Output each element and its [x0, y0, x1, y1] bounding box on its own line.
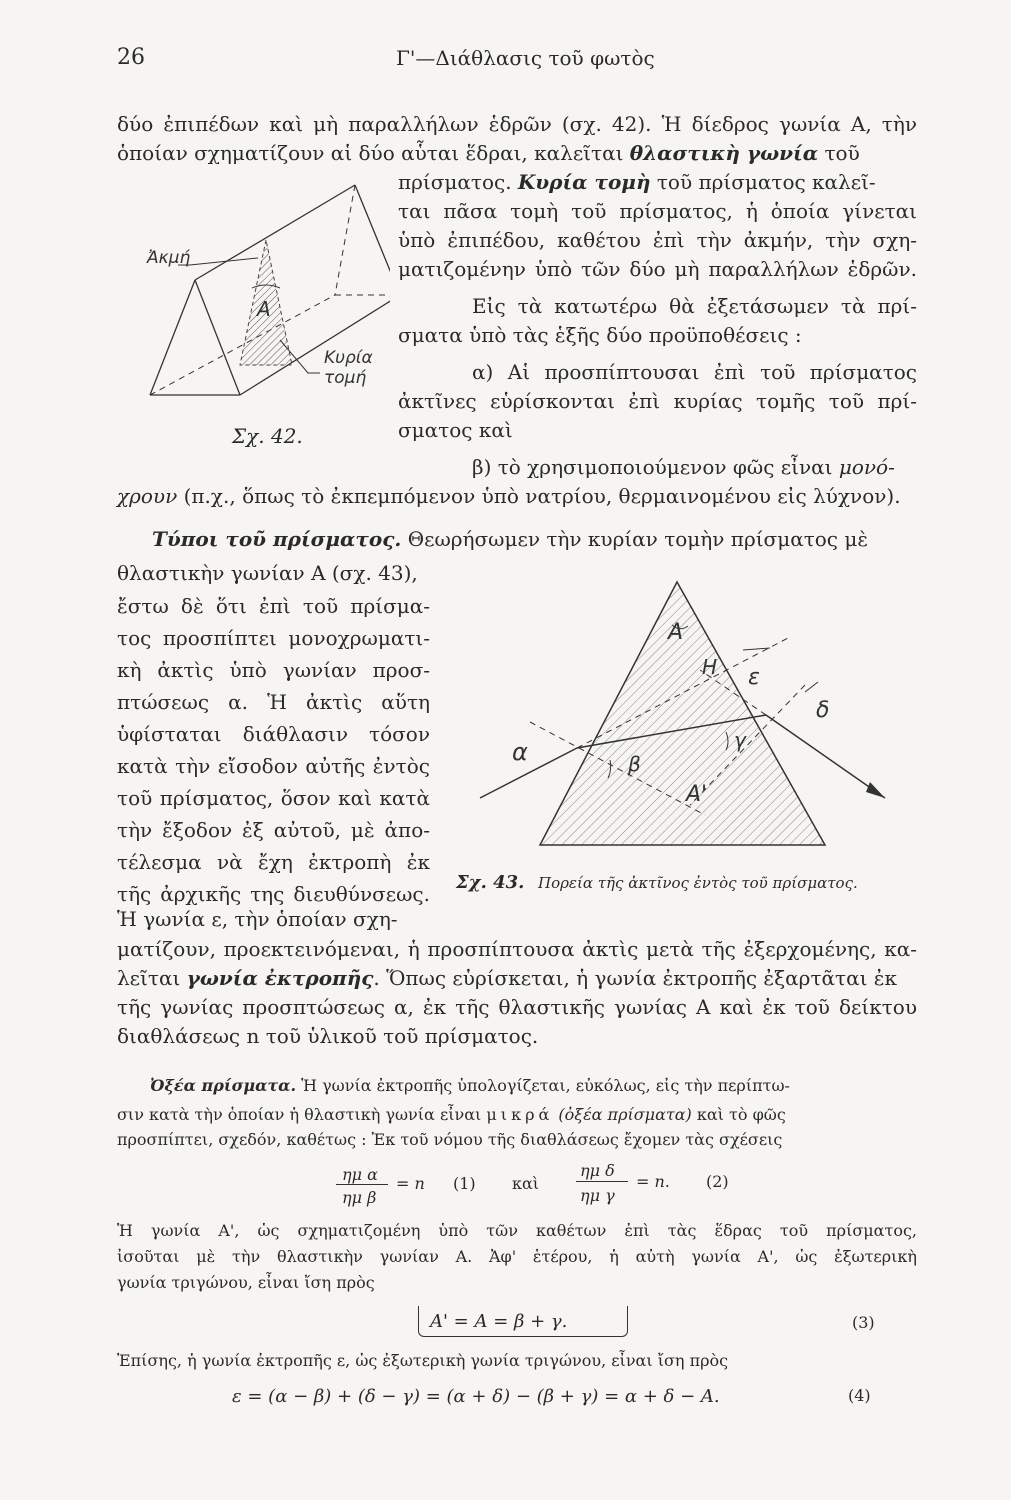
formula-1-denominator: ημ β — [342, 1188, 377, 1207]
text-line: Ἡ γωνία A', ὡς σχηματιζομένη ὑπὸ τῶν καθέτων ἐπὶ τὰς ἕδρας τοῦ πρίσματος, — [117, 1221, 917, 1240]
ray-arrowhead — [866, 782, 885, 798]
label-edge: Ἀκμή — [147, 248, 191, 268]
text-line: σματα ὑπὸ τὰς ἑξῆς δύο προϋποθέσεις : — [398, 323, 802, 347]
text-line: κὴ ἀκτὶς ὑπὸ γωνίαν προσ- — [117, 658, 430, 682]
formula-4-tag: (4) — [848, 1386, 871, 1405]
formula-4: ε = (α − β) + (δ − γ) = (α + δ) − (β + γ) = α + δ − A. — [232, 1386, 720, 1407]
page-number: 26 — [117, 45, 145, 70]
text-line: ἀκτῖνες εὑρίσκονται ἐπὶ κυρίας τομῆς τοῦ πρί- — [398, 389, 917, 413]
figure-42-caption: Σχ. 42. — [232, 424, 303, 448]
formula-1-rhs: = n — [396, 1174, 425, 1193]
text-line: χρουν (π.χ., ὅπως τὸ ἐκπεμπόμενον ὑπὸ νατρίου, θερμαινομένου εἰς λύχνον). — [117, 484, 901, 508]
text-line: τῆς γωνίας προσπτώσεως α, ἐκ τῆς θλαστικῆς γωνίας A καὶ ἐκ τοῦ δείκτου — [117, 995, 917, 1019]
incident-ray — [480, 748, 577, 798]
text-line: θλαστικὴν γωνίαν A (σχ. 43), — [117, 561, 418, 585]
formula-and: καὶ — [512, 1174, 540, 1193]
text-line: γωνία τριγώνου, εἶναι ἴση πρὸς — [117, 1273, 375, 1292]
label-angle-A: A — [257, 297, 271, 321]
text-line: τοῦ πρίσματος, ὅσον καὶ κατὰ — [117, 786, 430, 810]
formula-1-fraction-bar — [336, 1184, 388, 1185]
text-line: β) τὸ χρησιμοποιούμενον φῶς εἶναι μονό- — [472, 455, 895, 479]
prism-front-left-edge — [150, 280, 195, 395]
label-delta: δ — [816, 698, 830, 723]
text-line: σιν κατὰ τὴν ὁποίαν ἡ θλαστικὴ γωνία εἶναι μικρά (ὀξέα πρίσματα) καὶ τὸ φῶς — [117, 1105, 786, 1124]
formula-2-rhs: = n. — [636, 1172, 670, 1191]
formula-2-denominator: ημ γ — [580, 1186, 615, 1205]
text-line: Ἡ γωνία ε, τὴν ὁποίαν σχη- — [117, 907, 398, 931]
text-line: ἔστω δὲ ὅτι ἐπὶ τοῦ πρίσμα- — [117, 594, 430, 618]
label-principal-section-2: τομή — [324, 368, 367, 388]
text-line: τος προσπίπτει μονοχρωματι- — [117, 626, 430, 650]
term-deviation-angle: γωνία ἐκτροπῆς — [186, 966, 374, 990]
text-line: λεῖται γωνία ἐκτροπῆς. Ὅπως εὑρίσκεται, ἡ γωνία ἐκτροπῆς ἐξαρτᾶται ἐκ — [117, 966, 898, 990]
figure-43-caption-text: Πορεία τῆς ἀκτῖνος ἐντὸς τοῦ πρίσματος. — [538, 874, 858, 892]
text-line: προσπίπτει, σχεδόν, καθέτως : Ἐκ τοῦ νόμου τῆς διαθλάσεως ἔχομεν τὰς σχέσεις — [117, 1130, 783, 1149]
formula-2-numerator: ημ δ — [580, 1161, 615, 1180]
prism-front-right-edge — [195, 280, 240, 395]
label-A-prime: A' — [686, 782, 708, 807]
text-line: σματος καὶ — [398, 418, 513, 442]
label-gamma: γ — [734, 728, 746, 752]
label-A: A — [668, 620, 684, 645]
formula-3: A' = A = β + γ. — [430, 1311, 568, 1332]
prism-top-edge — [195, 185, 355, 280]
figure-43-caption-number: Σχ. 43. — [456, 872, 525, 893]
text-line: διαθλάσεως n τοῦ ὑλικοῦ τοῦ πρίσματος. — [117, 1024, 539, 1048]
term-principal-section: Κυρία τομὴ — [517, 170, 651, 194]
text-line: Τύποι τοῦ πρίσματος. Θεωρήσωμεν τὴν κυρίαν τομὴν πρίσματος μὲ — [152, 527, 869, 551]
text-line: Εἰς τὰ κατωτέρω θὰ ἐξετάσωμεν τὰ πρί- — [472, 294, 917, 318]
text-line: πρίσματος. Κυρία τομὴ τοῦ πρίσματος καλεῖ- — [398, 170, 876, 194]
section-heading-prism-formulas: Τύποι τοῦ πρίσματος. — [152, 527, 402, 551]
text-line: ὑφίσταται διάθλασιν τόσον — [117, 722, 430, 746]
label-principal-section-1: Κυρία — [324, 348, 373, 368]
text-line: ὁποίαν σχηματίζουν αἱ δύο αὗται ἕδραι, καλεῖται θλαστικὴ γωνία τοῦ — [117, 141, 860, 165]
formula-2-tag: (2) — [706, 1172, 729, 1191]
text-line: ὑπὸ ἐπιπέδου, καθέτου ἐπὶ τὴν ἀκμήν, τὴν σχη- — [398, 228, 917, 252]
formula-3-tag: (3) — [852, 1313, 875, 1332]
label-beta: β — [628, 752, 641, 776]
text-line: κατὰ τὴν εἴσοδον αὐτῆς ἐντὸς — [117, 754, 430, 778]
text-line: α) Αἱ προσπίπτουσαι ἐπὶ τοῦ πρίσματος — [472, 360, 917, 384]
text-line: Ἐπίσης, ἡ γωνία ἐκτροπῆς ε, ὡς ἐξωτερικὴ γωνία τριγώνου, εἶναι ἴση πρὸς — [117, 1351, 729, 1370]
label-H: H — [702, 655, 718, 679]
text-line: ἰσοῦται μὲ τὴν θλαστικὴν γωνίαν A. Ἀφ' ἑτέρου, ἡ αὐτὴ γωνία A', ὡς ἐξωτερικὴ — [117, 1247, 917, 1266]
term-monochromatic: μονό- — [838, 455, 895, 479]
text-line: Ὀξέα πρίσματα. Ἡ γωνία ἐκτροπῆς ὑπολογίζεται, εὐκόλως, εἰς τὴν περίπτω- — [150, 1076, 790, 1095]
text-line: πτώσεως α. Ἡ ἀκτὶς αὕτη — [117, 690, 430, 714]
label-alpha: α — [512, 738, 528, 766]
text-line: ματίζουν, προεκτεινόμεναι, ἡ προσπίπτουσα ἀκτὶς μετὰ τῆς ἐξερχομένης, κα- — [117, 937, 917, 961]
text-line: ματιζομένην ὑπὸ τῶν δύο μὴ παραλλήλων ἑδρῶν. — [398, 257, 917, 281]
formula-1-tag: (1) — [453, 1174, 476, 1193]
figure-43-ray-diagram — [460, 570, 920, 870]
text-line: τὴν ἔξοδον ἐξ αὐτοῦ, μὲ ἀπο- — [117, 818, 430, 842]
term-refracting-angle: θλαστικὴ γωνία — [629, 141, 819, 165]
label-epsilon: ε — [748, 665, 760, 690]
running-title: Γ'—Διάθλασις τοῦ φωτὸς — [396, 46, 655, 70]
text-line: δύο ἐπιπέδων καὶ μὴ παραλλήλων ἑδρῶν (σχ. 42). Ἡ δίεδρος γωνία A, τὴν — [117, 112, 917, 136]
formula-2-fraction-bar — [576, 1181, 628, 1182]
subheading-acute-prisms: Ὀξέα πρίσματα. — [150, 1076, 297, 1095]
formula-1-numerator: ημ α — [342, 1165, 378, 1184]
text-line: τῆς ἀρχικῆς της διευθύνσεως. — [117, 882, 430, 906]
text-line: ται πᾶσα τομὴ τοῦ πρίσματος, ἡ ὁποία γίνεται — [398, 199, 917, 223]
text-line: τέλεσμα νὰ ἔχη ἐκτροπὴ ἐκ — [117, 850, 430, 874]
